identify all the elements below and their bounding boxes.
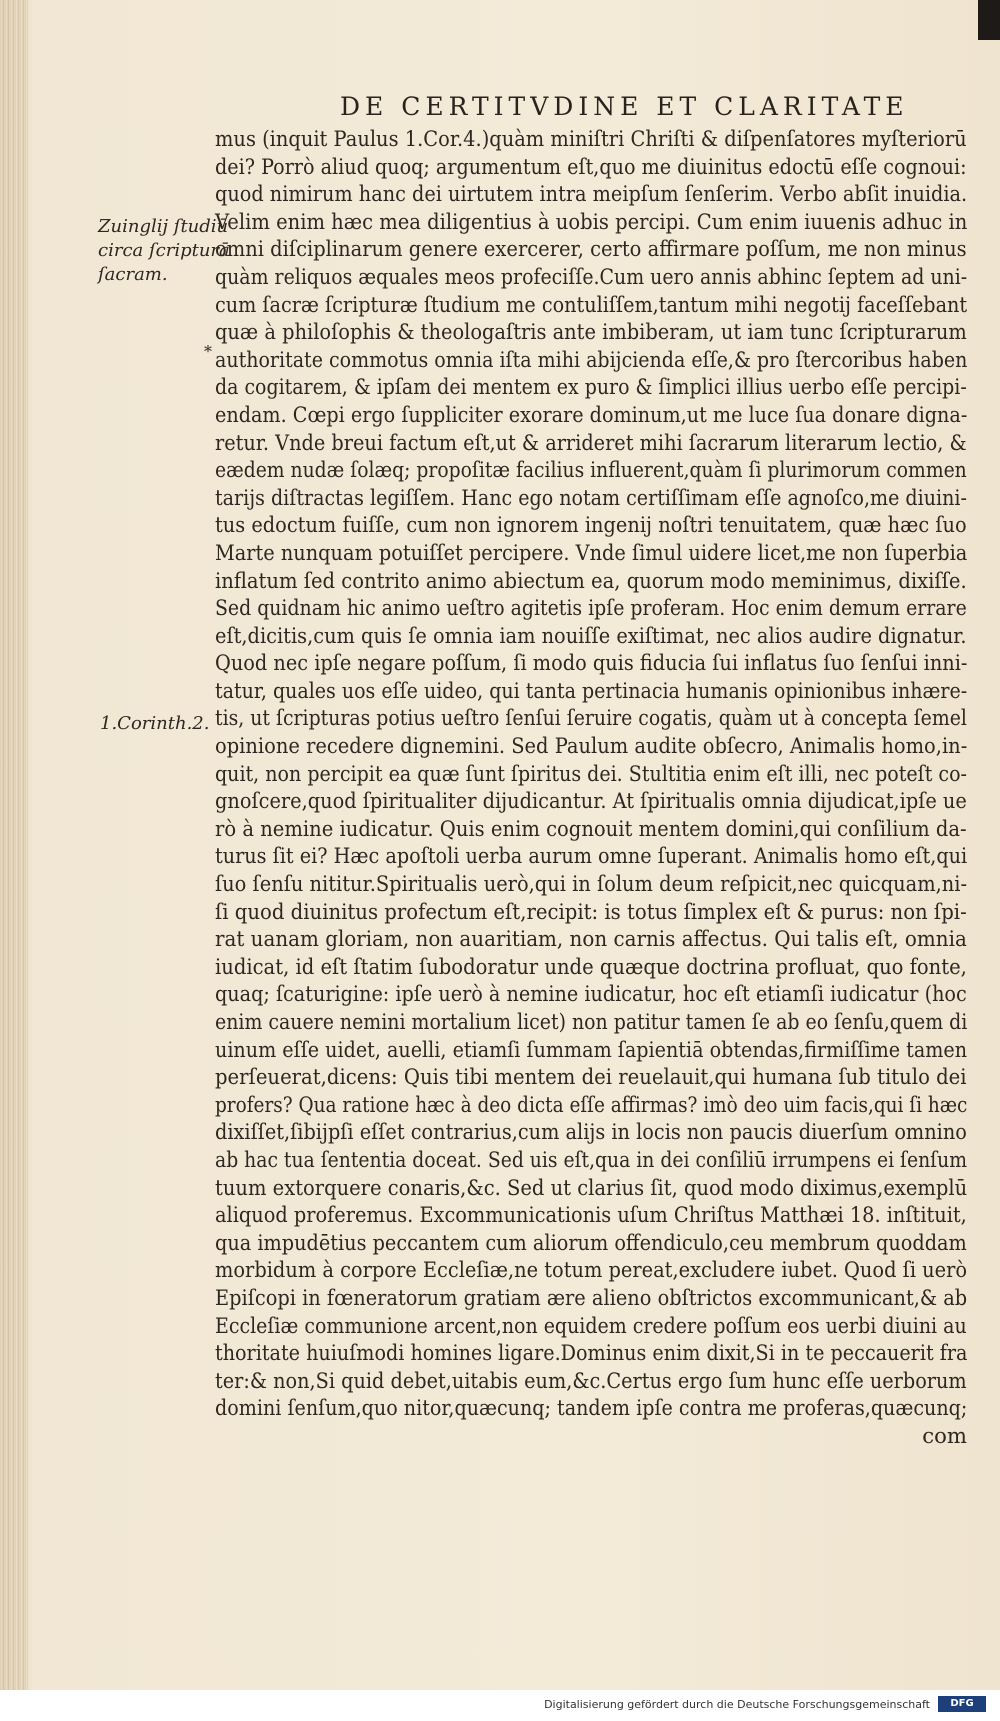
text-line: turus ſit ei? Hæc apoſtoli uerba aurum omne ſuperant. Animalis homo eſt,qui [215, 843, 968, 869]
page-edges [0, 0, 28, 1690]
text-line: eſt,dicitis,cum quis ſe omnia iam nouiſſe exiſtimat, nec alios audire dignatur. [215, 622, 967, 648]
text-line: da cogitarem, & ipſam dei mentem ex puro & ſimplici illius uerbo eſſe percipi- [215, 374, 967, 400]
text-line: aliquod proferemus. Excommunicationis uſum Chriſtus Matthæi 18. inſtituit, [215, 1202, 967, 1228]
text-line: ſuo ſenſu nititur.Spiritualis uerò,qui in ſolum deum reſpicit,nec quicquam,ni- [215, 871, 968, 897]
text-line: tarijs diſtractas legiſſem. Hanc ego notam certiſſimam eſſe agnoſco,me diuini- [215, 484, 967, 510]
text-line: eædem nudæ ſolæq; propoſitæ facilius influerent,quàm ſi plurimorum commen [215, 457, 967, 483]
text-line: retur. Vnde breui factum eſt,ut & arrideret mihi ſacrarum literarum lectio, & [215, 429, 967, 455]
margin-note-line: Zuinglij ſtudiū [98, 216, 229, 237]
text-line: perſeuerat,dicens: Quis tibi mentem dei reuelauit,qui humana ſub titulo dei [215, 1064, 967, 1090]
text-line: ter:& non,Si quid debet,uitabis eum,&c.Certus ergo ſum hunc eſſe uerborum [215, 1367, 967, 1393]
text-line: opinione recedere dignemini. Sed Paulum audite obſecro, Animalis homo,in- [215, 733, 968, 759]
margin-note-zwingli [98, 215, 230, 287]
scan-background-corner [978, 0, 1000, 40]
running-head: DE CERTITVDINE ET CLARITATE [340, 92, 909, 121]
text-line: tis, ut ſcripturas potius ueſtro ſenſui ſeruire cogatis, quàm ut à concepta ſemel [215, 705, 967, 731]
text-line: gnoſcere,quod ſpiritualiter dijudicantur. At ſpiritualis omnia dijudicat,ipſe ue [215, 788, 967, 814]
dfg-logo: DFG [938, 1696, 986, 1712]
digitization-footer [0, 1690, 1000, 1721]
text-line: qua impudētius peccantem cum aliorum offendiculo,ceu membrum quoddam [215, 1229, 967, 1255]
text-line: Velim enim hæc mea diligentius à uobis percipi. Cum enim iuuenis adhuc in [215, 208, 968, 234]
text-line: Quod nec ipſe negare poſſum, ſi modo quis fiducia ſui inflatus ſuo ſenſui inni- [215, 650, 968, 676]
text-line: quaq; ſcaturigine: ipſe uerò à nemine iudicatur, hoc eſt etiamſi iudicatur (hoc [215, 981, 967, 1007]
text-line: quit, non percipit ea quæ ſunt ſpiritus dei. Stultitia enim eſt illi, nec poteſt co- [215, 760, 967, 786]
text-line: endam. Cœpi ergo ſuppliciter exorare dominum,ut me luce ſua donare digna- [215, 401, 968, 427]
text-line: inflatum ſed contrito animo abiectum ea, quorum modo meminimus, dixiſſe. [215, 567, 967, 593]
text-line: domini ſenſum,quo nitor,quæcunq; tandem ipſe contra me proferas,quæcunq; [215, 1395, 968, 1421]
text-line: iudicat, id eſt ſtatim ſubodoratur unde quæque doctrina profluat, quo fonte, [215, 953, 967, 979]
text-line: ab hac tua ſententia doceat. Sed uis eſt,qua in dei conſiliū irrumpens ei ſenſum [215, 1146, 968, 1172]
text-line: thoritate huiuſmodi homines ligare.Dominus enim dixit,Si in te peccauerit fra [215, 1340, 968, 1366]
text-line: tus edoctum fuiſſe, cum non ignorem ingenij noſtri tenuitatem, quæ hæc ſuo [215, 512, 967, 538]
text-line: Eccleſiæ communione arcent,non equidem credere poſſum eos uerbi diuini au [215, 1312, 967, 1338]
catchword: com [922, 1422, 967, 1448]
margin-note-corinth: 1.Corinth.2. [100, 713, 210, 734]
text-line: Sed quidnam hic animo ueſtro agitetis ipſe proferam. Hoc enim demum errare [215, 595, 967, 621]
text-line: cum ſacræ ſcripturæ ſtudium me contuliſſem,tantum mihi negotij faceſſebant [215, 291, 968, 317]
text-line: tatur, quales uos eſſe uideo, qui tanta pertinacia humanis opinionibus inhære- [215, 677, 968, 703]
text-line: authoritate commotus omnia iſta mihi abijcienda eſſe,& pro ſtercoribus haben [215, 346, 968, 372]
margin-note-line: circa ſcripturā [98, 240, 230, 261]
text-line: morbidum à corpore Eccleſiæ,ne totum pereat,excludere iubet. Quod ſi uerò [215, 1257, 968, 1283]
text-line: ſi quod diuinitus profectum eſt,recipit: is totus ſimplex eſt & purus: non ſpi- [215, 898, 967, 924]
text-line: enim cauere nemini mortalium licet) non patitur tamen ſe ab eo ſenſu,quem di [215, 1009, 968, 1034]
text-line: dixiſſet,ſibijpſi eſſet contrarius,cum alijs in locis non paucis diuerſum omnino [215, 1119, 967, 1145]
footer-credit: Digitalisierung gefördert durch die Deutsche Forschungsgemeinschaft [544, 1698, 930, 1711]
margin-asterisk: * [204, 342, 212, 361]
text-line: uinum eſſe uidet, auelli, etiamſi ſummam ſapientiā obtendas,firmiſſime tamen [215, 1036, 968, 1062]
text-line: rat uanam gloriam, non auaritiam, non carnis affectus. Qui talis eſt, omnia [215, 926, 967, 952]
text-line: rò à nemine iudicatur. Quis enim cognouit mentem domini,qui conſilium da- [215, 815, 967, 841]
text-line: profers? Qua ratione hæc à deo dicta eſſe affirmas? imò deo uim facis,qui ſi hæc [215, 1091, 968, 1117]
text-line: dei? Porrò aliud quoq; argumentum eſt,quo me diuinitus edoctū eſſe cognoui: [215, 153, 967, 179]
text-line: Epiſcopi in fœneratorum gratiam ære alieno obſtrictos excommunicant,& ab [215, 1284, 968, 1310]
text-line: Marte nunquam potuiſſet percipere. Vnde ſimul uidere licet,me non ſuperbia [215, 539, 968, 565]
text-line: quod nimirum hanc dei uirtutem intra meipſum ſenſerim. Verbo abſit inuidia. [215, 181, 968, 207]
text-line: mus (inquit Paulus 1.Cor.4.)quàm miniſtri Chriſti & diſpenſatores myſteriorū [215, 126, 967, 151]
body-text [215, 125, 967, 1450]
margin-note-line: ſacram. [98, 264, 168, 285]
text-line: tuum extorquere conaris,&c. Sed ut clarius ſit, quod modo diximus,exemplū [215, 1174, 968, 1200]
text-line: quæ à philoſophis & theologaſtris ante imbiberam, ut iam tunc ſcripturarum [215, 319, 967, 345]
text-line: omni diſciplinarum genere exercerer, certo affirmare poſſum, me non minus [215, 236, 967, 262]
text-line: quàm reliquos æquales meos profeciſſe.Cum uero annis abhinc ſeptem ad uni- [215, 263, 968, 289]
